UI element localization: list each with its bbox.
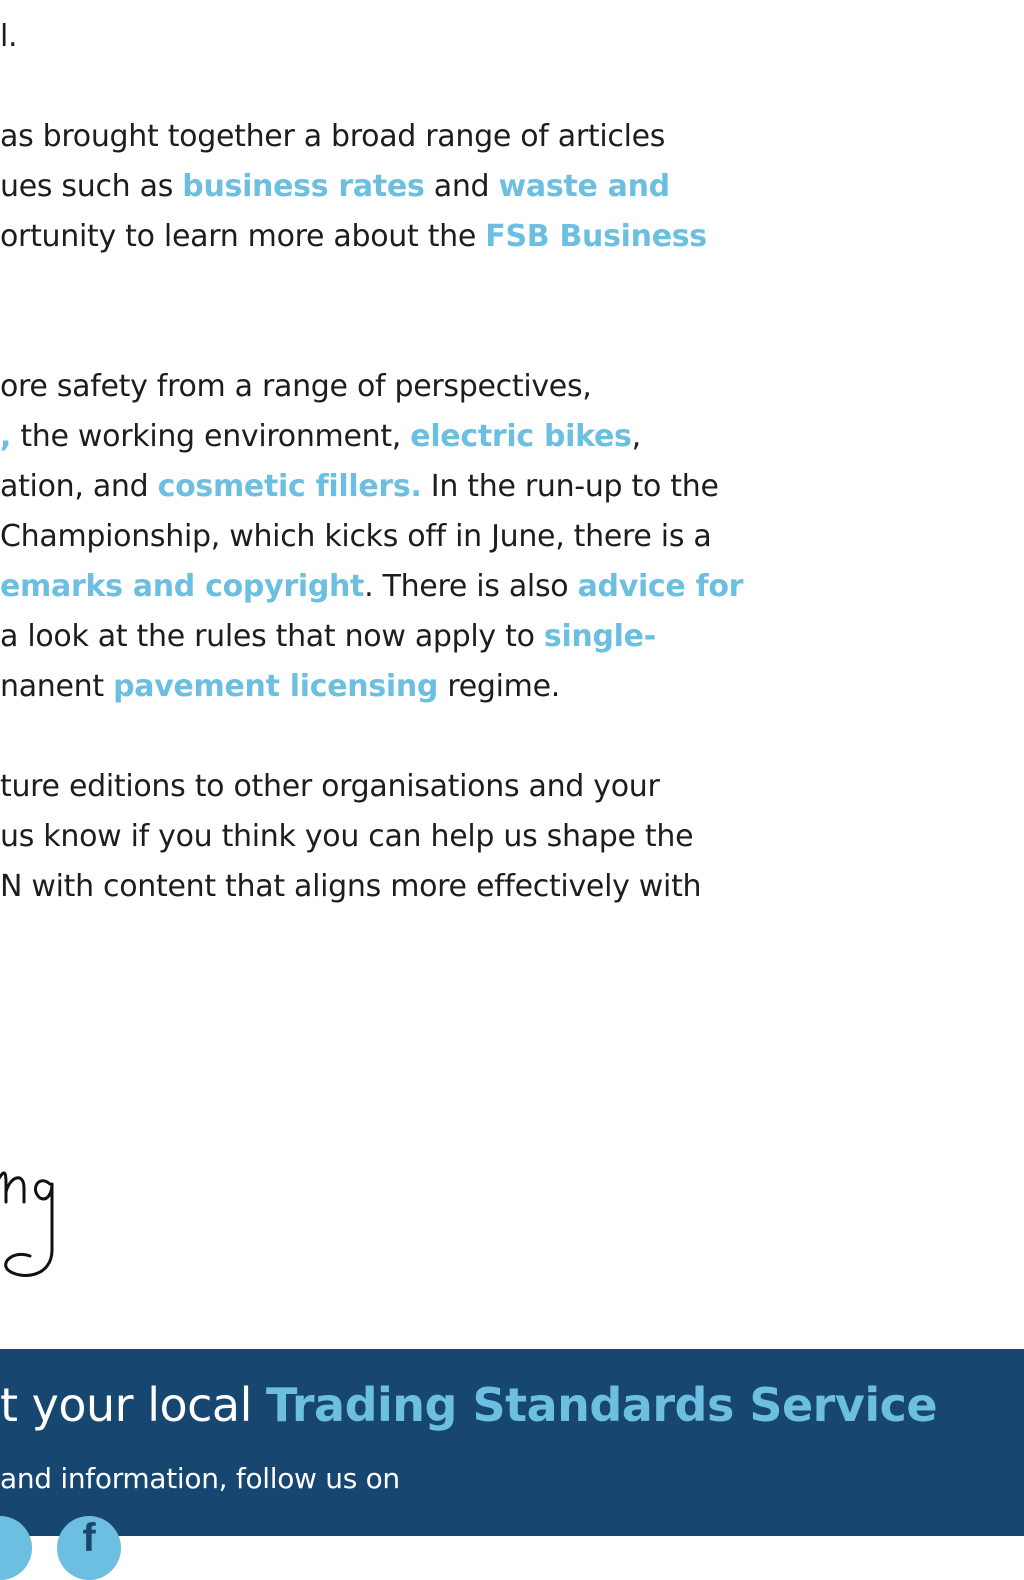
article-link[interactable]: advice for: [577, 569, 744, 604]
article-text: ture editions to other organisations and your: [0, 769, 660, 804]
article-text: as brought together a broad range of articles: [0, 119, 666, 154]
article-link[interactable]: business rates: [182, 169, 425, 204]
article-line: [0, 367, 592, 407]
article-line: [0, 467, 719, 507]
twitter-icon[interactable]: [0, 1516, 32, 1580]
article-text: ortunity to learn more about the: [0, 219, 486, 254]
article-line: [0, 817, 693, 857]
article-text: ore safety from a range of perspectives,: [0, 369, 592, 404]
footer-banner: [0, 1349, 1024, 1560]
article-line: [0, 667, 560, 707]
footer-headline: [0, 1377, 937, 1433]
article-line: [0, 867, 701, 907]
article-line: [0, 117, 665, 157]
article-link[interactable]: pavement licensing: [113, 669, 439, 704]
article-link[interactable]: cosmetic fillers: [157, 469, 411, 504]
footer-headline-text: t your local: [0, 1378, 267, 1432]
article-text: ation, and: [0, 469, 158, 504]
article-line: [0, 617, 656, 657]
article-text: us know if you think you can help us shape the: [0, 819, 694, 854]
article-text: .: [8, 19, 18, 54]
footer-headline-accent: Trading Standards Service: [266, 1378, 938, 1432]
article-link[interactable]: single-: [543, 619, 656, 654]
article-text: and: [424, 169, 499, 204]
article-line: [0, 217, 707, 257]
article-link[interactable]: FSB Business: [485, 219, 707, 254]
article-text: ues such as: [0, 169, 183, 204]
article-text: l: [0, 19, 9, 54]
facebook-glyph: f: [82, 1516, 96, 1560]
signature-image: [0, 1140, 70, 1290]
article-line: [0, 17, 17, 57]
article-link[interactable]: electric bikes: [410, 419, 632, 454]
article-link[interactable]: .: [410, 469, 422, 504]
facebook-icon[interactable]: [57, 1516, 121, 1580]
article-text: nanent: [0, 669, 114, 704]
article-text: Championship, which kicks off in June, there is a: [0, 519, 712, 554]
article-link[interactable]: ,: [0, 419, 12, 454]
article-text: the working environment,: [11, 419, 411, 454]
footer-subline: and information, follow us on: [0, 1462, 400, 1495]
article-text: In the run-up to the: [421, 469, 719, 504]
article-line: [0, 517, 711, 557]
article-text: a look at the rules that now apply to: [0, 619, 544, 654]
article-text: . There is also: [364, 569, 578, 604]
article-text: ,: [631, 419, 641, 454]
article-line: [0, 417, 641, 457]
article-text: regime.: [438, 669, 560, 704]
article-line: [0, 567, 743, 607]
article-link[interactable]: waste and: [498, 169, 670, 204]
article-link[interactable]: emarks and copyright: [0, 569, 365, 604]
article-text: N with content that aligns more effectively with: [0, 869, 702, 904]
article-line: [0, 767, 660, 807]
article-line: [0, 167, 670, 207]
